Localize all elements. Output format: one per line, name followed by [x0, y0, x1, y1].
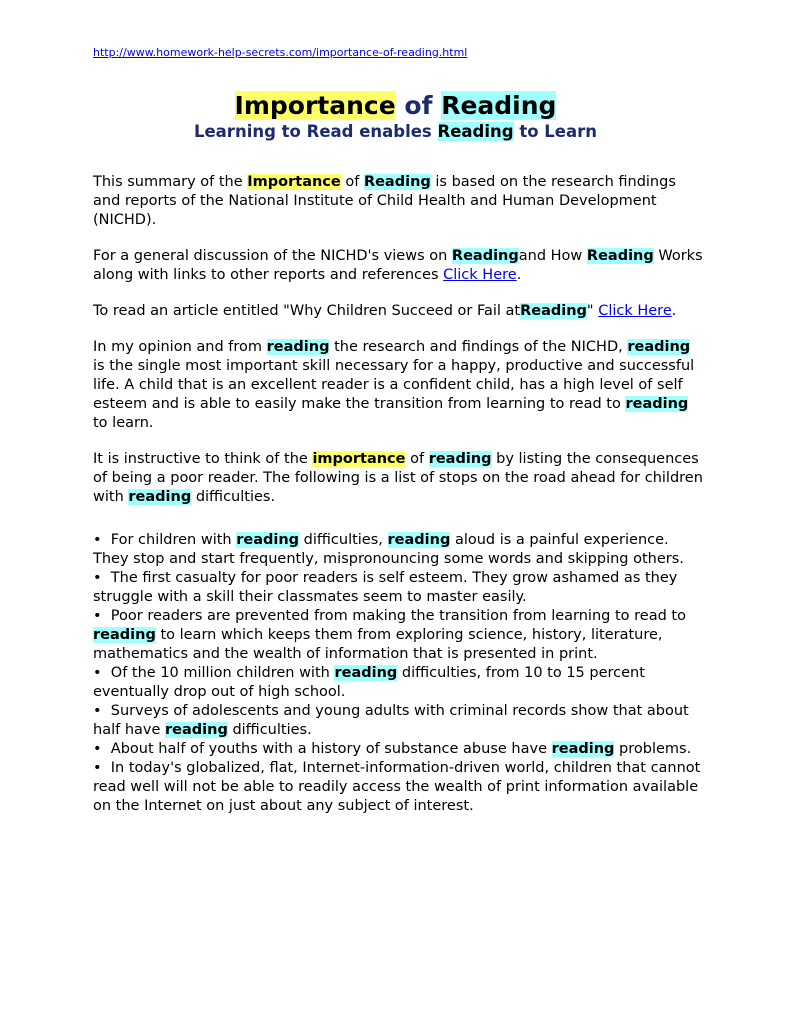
text: by listing the consequences of being a poor reader. The following is a list of stops on the road ahead for children with — [93, 451, 703, 505]
list-item — [93, 759, 703, 816]
bullet-icon: • — [93, 570, 102, 586]
keyword-reading: reading — [387, 532, 451, 548]
paragraph-nichd-views — [93, 247, 703, 285]
keyword-reading: reading — [236, 532, 300, 548]
list-item — [93, 740, 703, 759]
text: The first casualty for poor readers is self esteem. They grow ashamed as they struggle with a skill their classmates seem to master easily. — [93, 570, 678, 605]
keyword-reading: Reading — [586, 248, 654, 264]
keyword-reading: reading — [128, 489, 192, 505]
paragraph-opinion — [93, 338, 703, 433]
text: Surveys of adolescents and young adults with criminal records show that about half have — [93, 703, 689, 738]
text: . — [516, 267, 522, 283]
text: and How — [518, 248, 583, 264]
bullet-icon: • — [93, 703, 102, 719]
list-item — [93, 664, 703, 702]
text: problems. — [619, 741, 692, 757]
text: " — [586, 303, 594, 319]
list-item — [93, 569, 703, 607]
text: Poor readers are prevented from making the transition from learning to read to — [110, 608, 686, 624]
text: In today's globalized, flat, Internet-information-driven world, children that cannot read well will not be able to readily access the wealth of print information available on the Internet on just about any subject of interest. — [93, 760, 701, 814]
text: Works along with links to other reports and references — [93, 248, 703, 283]
paragraph-article-link — [93, 302, 703, 321]
keyword-reading: reading — [627, 339, 691, 355]
text: This summary of the — [93, 174, 243, 190]
list-item — [93, 531, 703, 569]
text: . — [671, 303, 677, 319]
keyword-reading: reading — [266, 339, 330, 355]
keyword-reading: reading — [165, 722, 228, 738]
bullet-icon: • — [93, 760, 102, 776]
source-url-link[interactable]: http://www.homework-help-secrets.com/importance-of-reading.html — [93, 46, 468, 59]
bullet-icon: • — [93, 608, 102, 624]
text: In my opinion and from — [93, 339, 263, 355]
click-here-link-nichd[interactable]: Click Here — [443, 267, 517, 283]
subtitle-suffix: to Learn — [519, 122, 598, 141]
keyword-reading: reading — [551, 741, 615, 757]
text: of — [345, 174, 360, 190]
text: About half of youths with a history of substance abuse have — [110, 741, 547, 757]
text: For children with — [110, 532, 232, 548]
keyword-reading: Reading — [451, 248, 519, 264]
text: to learn which keeps them from exploring science, history, literature, mathematics and the wealth of information that is presented in print. — [93, 627, 663, 662]
text: difficulties. — [195, 489, 276, 505]
keyword-reading: reading — [625, 396, 689, 412]
text: is the single most important skill necessary for a happy, productive and successful life. A child that is an excellent reader is a confident child, has a high level of self esteem and is able to easily make the transition from learning to read to — [93, 358, 695, 412]
title-word-of: of — [404, 91, 433, 120]
subtitle-highlight: Reading — [437, 122, 514, 141]
page-subtitle — [0, 121, 791, 143]
bullet-icon: • — [93, 665, 102, 681]
bullet-icon: • — [93, 532, 102, 548]
text: to learn. — [93, 415, 154, 431]
text: is based on the research findings and reports of the National Institute of Child Health and Human Development (NICHD). — [93, 174, 676, 228]
text: the research and findings of the NICHD, — [334, 339, 623, 355]
page-title — [0, 90, 791, 122]
subtitle-prefix: Learning to Read enables — [193, 122, 432, 141]
text: difficulties, from 10 to 15 percent eventually drop out of high school. — [93, 665, 645, 700]
text: Of the 10 million children with — [110, 665, 330, 681]
keyword-reading: Reading — [520, 303, 587, 319]
bullet-icon: • — [93, 741, 102, 757]
list-item — [93, 607, 703, 664]
text: difficulties. — [232, 722, 312, 738]
keyword-importance: importance — [312, 451, 406, 467]
text: It is instructive to think of the — [93, 451, 308, 467]
text: difficulties, — [303, 532, 383, 548]
keyword-importance: Importance — [247, 174, 341, 190]
keyword-reading: reading — [93, 627, 156, 643]
text: For a general discussion of the NICHD's views on — [93, 248, 448, 264]
text: of — [410, 451, 425, 467]
text: To read an article entitled "Why Children Succeed or Fail at — [93, 303, 521, 319]
keyword-reading: reading — [334, 665, 398, 681]
consequences-list — [93, 531, 703, 816]
article-body — [93, 173, 703, 816]
click-here-link-article[interactable]: Click Here — [598, 303, 672, 319]
paragraph-intro — [93, 173, 703, 230]
list-item — [93, 702, 703, 740]
title-word-reading: Reading — [441, 91, 557, 120]
keyword-reading: reading — [428, 451, 492, 467]
text: aloud is a painful experience. They stop and start frequently, mispronouncing some words and skipping others. — [93, 532, 684, 567]
title-word-importance: Importance — [234, 91, 396, 120]
paragraph-consequences — [93, 450, 703, 507]
keyword-reading: Reading — [363, 174, 431, 190]
